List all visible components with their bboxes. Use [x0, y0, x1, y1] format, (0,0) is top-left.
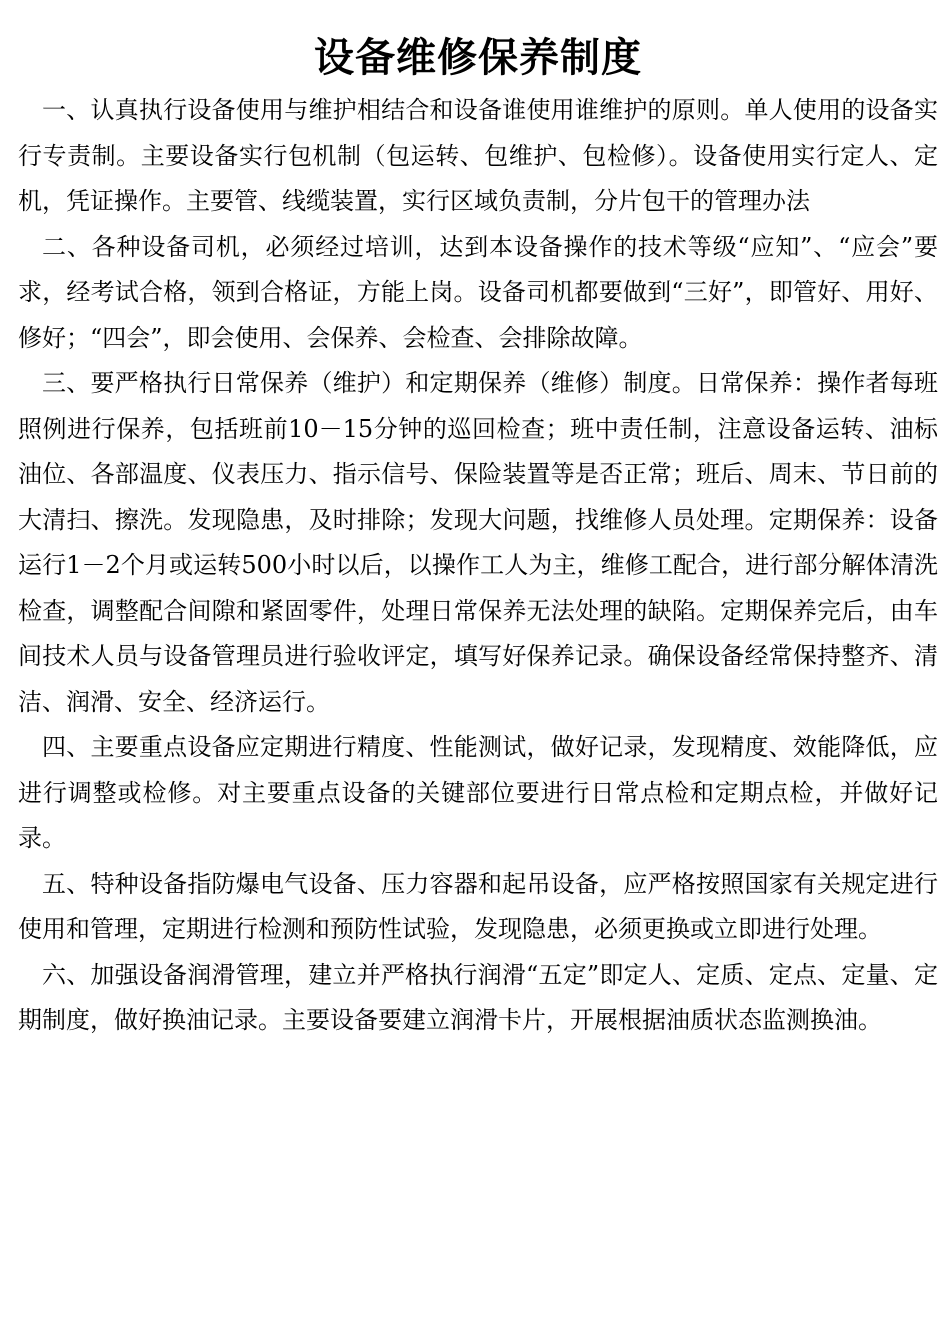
document-page: [18, 30, 938, 1044]
paragraph-5: 五、特种设备指防爆电气设备、压力容器和起吊设备，应严格按照国家有关规定进行使用和管理，定期进行检测和预防性试验，发现隐患，必须更换或立即进行处理。: [18, 869, 938, 943]
paragraph-6: 六、加强设备润滑管理，建立并严格执行润滑“五定”即定人、定质、定点、定量、定期制度，做好换油记录。主要设备要建立润滑卡片，开展根据油质状态监测换油。: [18, 960, 938, 1034]
paragraph-1: 一、认真执行设备使用与维护相结合和设备谁使用谁维护的原则。单人使用的设备实行专责制。主要设备实行包机制（包运转、包维护、包检修）。设备使用实行定人、定机，凭证操作。主要管、线缆装置，实行区域负责制，分片包干的管理办法: [18, 96, 938, 215]
document-title: 设备维修保养制度: [314, 35, 642, 81]
paragraph-3: 三、要严格执行日常保养（维护）和定期保养（维修）制度。日常保养：操作者每班照例进行保养，包括班前10－15分钟的巡回检查；班中责任制，注意设备运转、油标油位、各部温度、仪表压力、指示信号、保险装置等是否正常；班后、周末、节日前的大清扫、擦洗。发现隐患，及时排除；发现大问题，找维修人员处理。定期保养：设备运行1－2个月或运转500小时以后，以操作工人为主，维修工配合，进行部分解体清洗检查，调整配合间隙和紧固零件，处理日常保养无法处理的缺陷。定期保养完后，由车间技术人员与设备管理员进行验收评定，填写好保养记录。确保设备经常保持整齐、清洁、润滑、安全、经济运行。: [18, 369, 938, 716]
paragraph-2: 二、各种设备司机，必须经过培训，达到本设备操作的技术等级“应知”、“应会”要求，经考试合格，领到合格证，方能上岗。设备司机都要做到“三好”，即管好、用好、修好；“四会”，即会使用、会保养、会检查、会排除故障。: [18, 232, 938, 352]
paragraph-4: 四、主要重点设备应定期进行精度、性能测试，做好记录，发现精度、效能降低，应进行调整或检修。对主要重点设备的关键部位要进行日常点检和定期点检，并做好记录。: [18, 733, 938, 852]
